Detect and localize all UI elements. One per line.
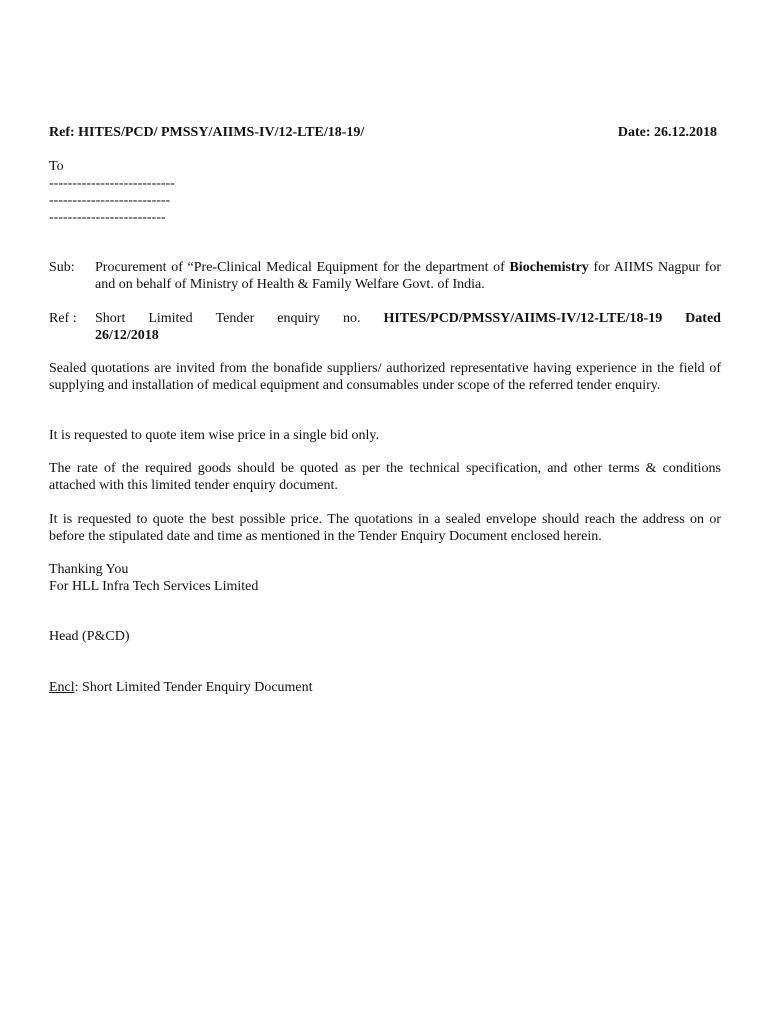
subject-label: Sub: [49,260,75,275]
enclosure-line [49,679,313,696]
enclosure-label: Encl [49,680,75,695]
ref-word: Limited [148,311,193,326]
subject-text-pre: Procurement of “Pre-Clinical Medical Equipment for the department of [95,260,510,275]
tender-reference-label: Ref : [49,311,77,326]
paragraph-rate: The rate of the required goods should be quoted as per the technical specification, and other terms & conditions attached with this limited tender enquiry document. [49,461,721,493]
address-line: ------------------------- [49,210,166,225]
ref-word: Tender [215,311,255,326]
address-line: --------------------------- [49,176,175,191]
subject-text [95,259,721,293]
signatory: Head (P&CD) [49,629,130,644]
thanking-line: Thanking You [49,562,129,577]
paragraph-invitation: Sealed quotations are invited from the bonafide suppliers/ authorized representative having experience in the field of supplying and installation of medical equipment and consumables under scope of the referred tender enquiry. [49,361,721,393]
ref-word: enquiry [277,311,321,326]
reference-header [49,124,717,141]
subject-text-post: for AIIMS Nagpur for and on behalf of Ministry of Health & Family Welfare Govt. of India. [95,260,722,292]
tender-reference-row [49,310,721,344]
tender-dated-label: Dated [685,311,721,326]
tender-number: HITES/PCD/PMSSY/AIIMS-IV/12-LTE/18-19 [383,311,663,326]
letter-date: Date: 26.12.2018 [617,125,717,140]
tender-date: 26/12/2018 [95,328,159,343]
addressee-block [49,158,175,226]
ref-word: Short [95,311,126,326]
tender-reference-text [95,310,721,344]
to-label: To [49,159,64,174]
company-line: For HLL Infra Tech Services Limited [49,579,259,594]
paragraph-single-bid: It is requested to quote item wise price in a single bid only. [49,428,379,443]
ref-word: no. [342,311,361,326]
subject-department: Biochemistry [509,260,589,275]
closing-block [49,561,258,595]
subject-row [49,259,721,293]
reference-number: Ref: HITES/PCD/ PMSSY/AIIMS-IV/12-LTE/18-19/ [49,125,365,140]
enclosure-text: : Short Limited Tender Enquiry Document [74,680,313,695]
address-line: -------------------------- [49,193,171,208]
paragraph-best-price: It is requested to quote the best possible price. The quotations in a sealed envelope should reach the address on or before the stipulated date and time as mentioned in the Tender Enquiry Document enclosed herein. [49,512,721,544]
